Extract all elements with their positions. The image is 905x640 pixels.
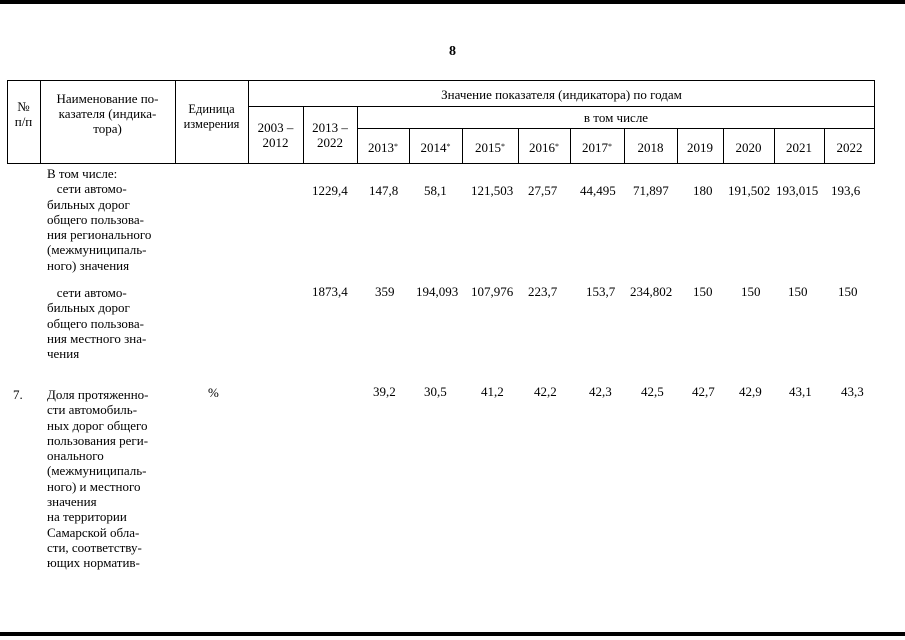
row-3-value: 30,5: [424, 384, 447, 399]
row-2-name: сети автомо- бильных дорог общего пользова- ния местного зна- чения: [47, 285, 147, 362]
row-3-value: 43,3: [841, 384, 864, 399]
row-2-value: 359: [375, 284, 395, 299]
row-1-value: 44,495: [580, 183, 616, 198]
header-col-including: в том числе: [583, 109, 649, 125]
row-2-value: 223,7: [528, 284, 558, 299]
row-2-total-2013-2022: 1873,4: [312, 284, 348, 299]
header-year: 2014 *: [420, 139, 451, 155]
header-year: 2015 *: [475, 139, 505, 155]
row-3-number: 7.: [13, 387, 23, 402]
row-3-unit: %: [208, 385, 219, 400]
bottom-rule: [0, 632, 905, 636]
page-number: 8: [449, 44, 456, 59]
row-1-value: 180: [693, 183, 713, 198]
header-border-top: [7, 80, 875, 81]
row-1-value: 193,015: [776, 183, 819, 198]
row-1-value: 121,503: [471, 183, 514, 198]
header-year: 2017 *: [582, 139, 612, 155]
row-2-value: 150: [741, 284, 761, 299]
row-3-value: 42,3: [589, 384, 612, 399]
table-header: [7, 80, 875, 164]
row-2-value: 150: [693, 284, 713, 299]
header-year: 2013 *: [368, 139, 398, 155]
header-line-group: [248, 106, 875, 107]
header-year: 2021: [786, 139, 812, 155]
header-year: 2019: [687, 139, 713, 155]
row-1-name: В том числе: сети автомо- бильных дорог общего пользова- ния регионального (межмуниципаль- ного) значения: [47, 166, 152, 273]
header-col-period-2: 2013 – 2022: [312, 120, 348, 150]
row-3-value: 42,7: [692, 384, 715, 399]
row-3-value: 42,2: [534, 384, 557, 399]
row-1-value: 147,8: [369, 183, 399, 198]
header-year: 2020: [735, 139, 762, 155]
row-1-value: 191,502: [728, 183, 771, 198]
header-col-no: № п/п: [14, 99, 33, 129]
row-2-value: 194,093: [416, 284, 459, 299]
row-2-value: 234,802: [630, 284, 673, 299]
header-col-period-1: 2003 – 2012: [257, 120, 294, 150]
row-1-value: 193,6: [831, 183, 861, 198]
row-2-value: 153,7: [586, 284, 616, 299]
header-col-name: Наименование по- казателя (индика- тора): [56, 90, 159, 136]
row-2-value: 150: [838, 284, 858, 299]
header-col-unit: Единица измерения: [183, 102, 240, 131]
row-3-value: 39,2: [373, 384, 396, 399]
header-col-values-group: Значение показателя (индикатора) по годам: [441, 86, 682, 102]
header-line-including: [357, 128, 875, 129]
header-year: 2016 *: [529, 139, 559, 155]
row-1-value: 58,1: [424, 183, 447, 198]
row-1-total-2013-2022: 1229,4: [312, 183, 348, 198]
row-1-value: 27,57: [528, 183, 558, 198]
row-3-value: 41,2: [481, 384, 504, 399]
header-border-bottom: [7, 163, 875, 164]
row-2-value: 150: [788, 284, 808, 299]
row-3-value: 43,1: [789, 384, 812, 399]
row-2-value: 107,976: [471, 284, 514, 299]
top-rule: [0, 0, 905, 4]
row-3-value: 42,5: [641, 384, 664, 399]
header-year: 2022: [836, 139, 863, 155]
row-1-value: 71,897: [633, 183, 669, 198]
header-year: 2018: [637, 139, 664, 155]
row-3-name: Доля протяженно- сти автомобиль- ных дорог общего пользования реги- онального (межмуниципаль- ного) и местного значения на территории Самарской обла- сти, соответству- ющих норматив-: [47, 387, 149, 571]
row-3-value: 42,9: [739, 384, 762, 399]
